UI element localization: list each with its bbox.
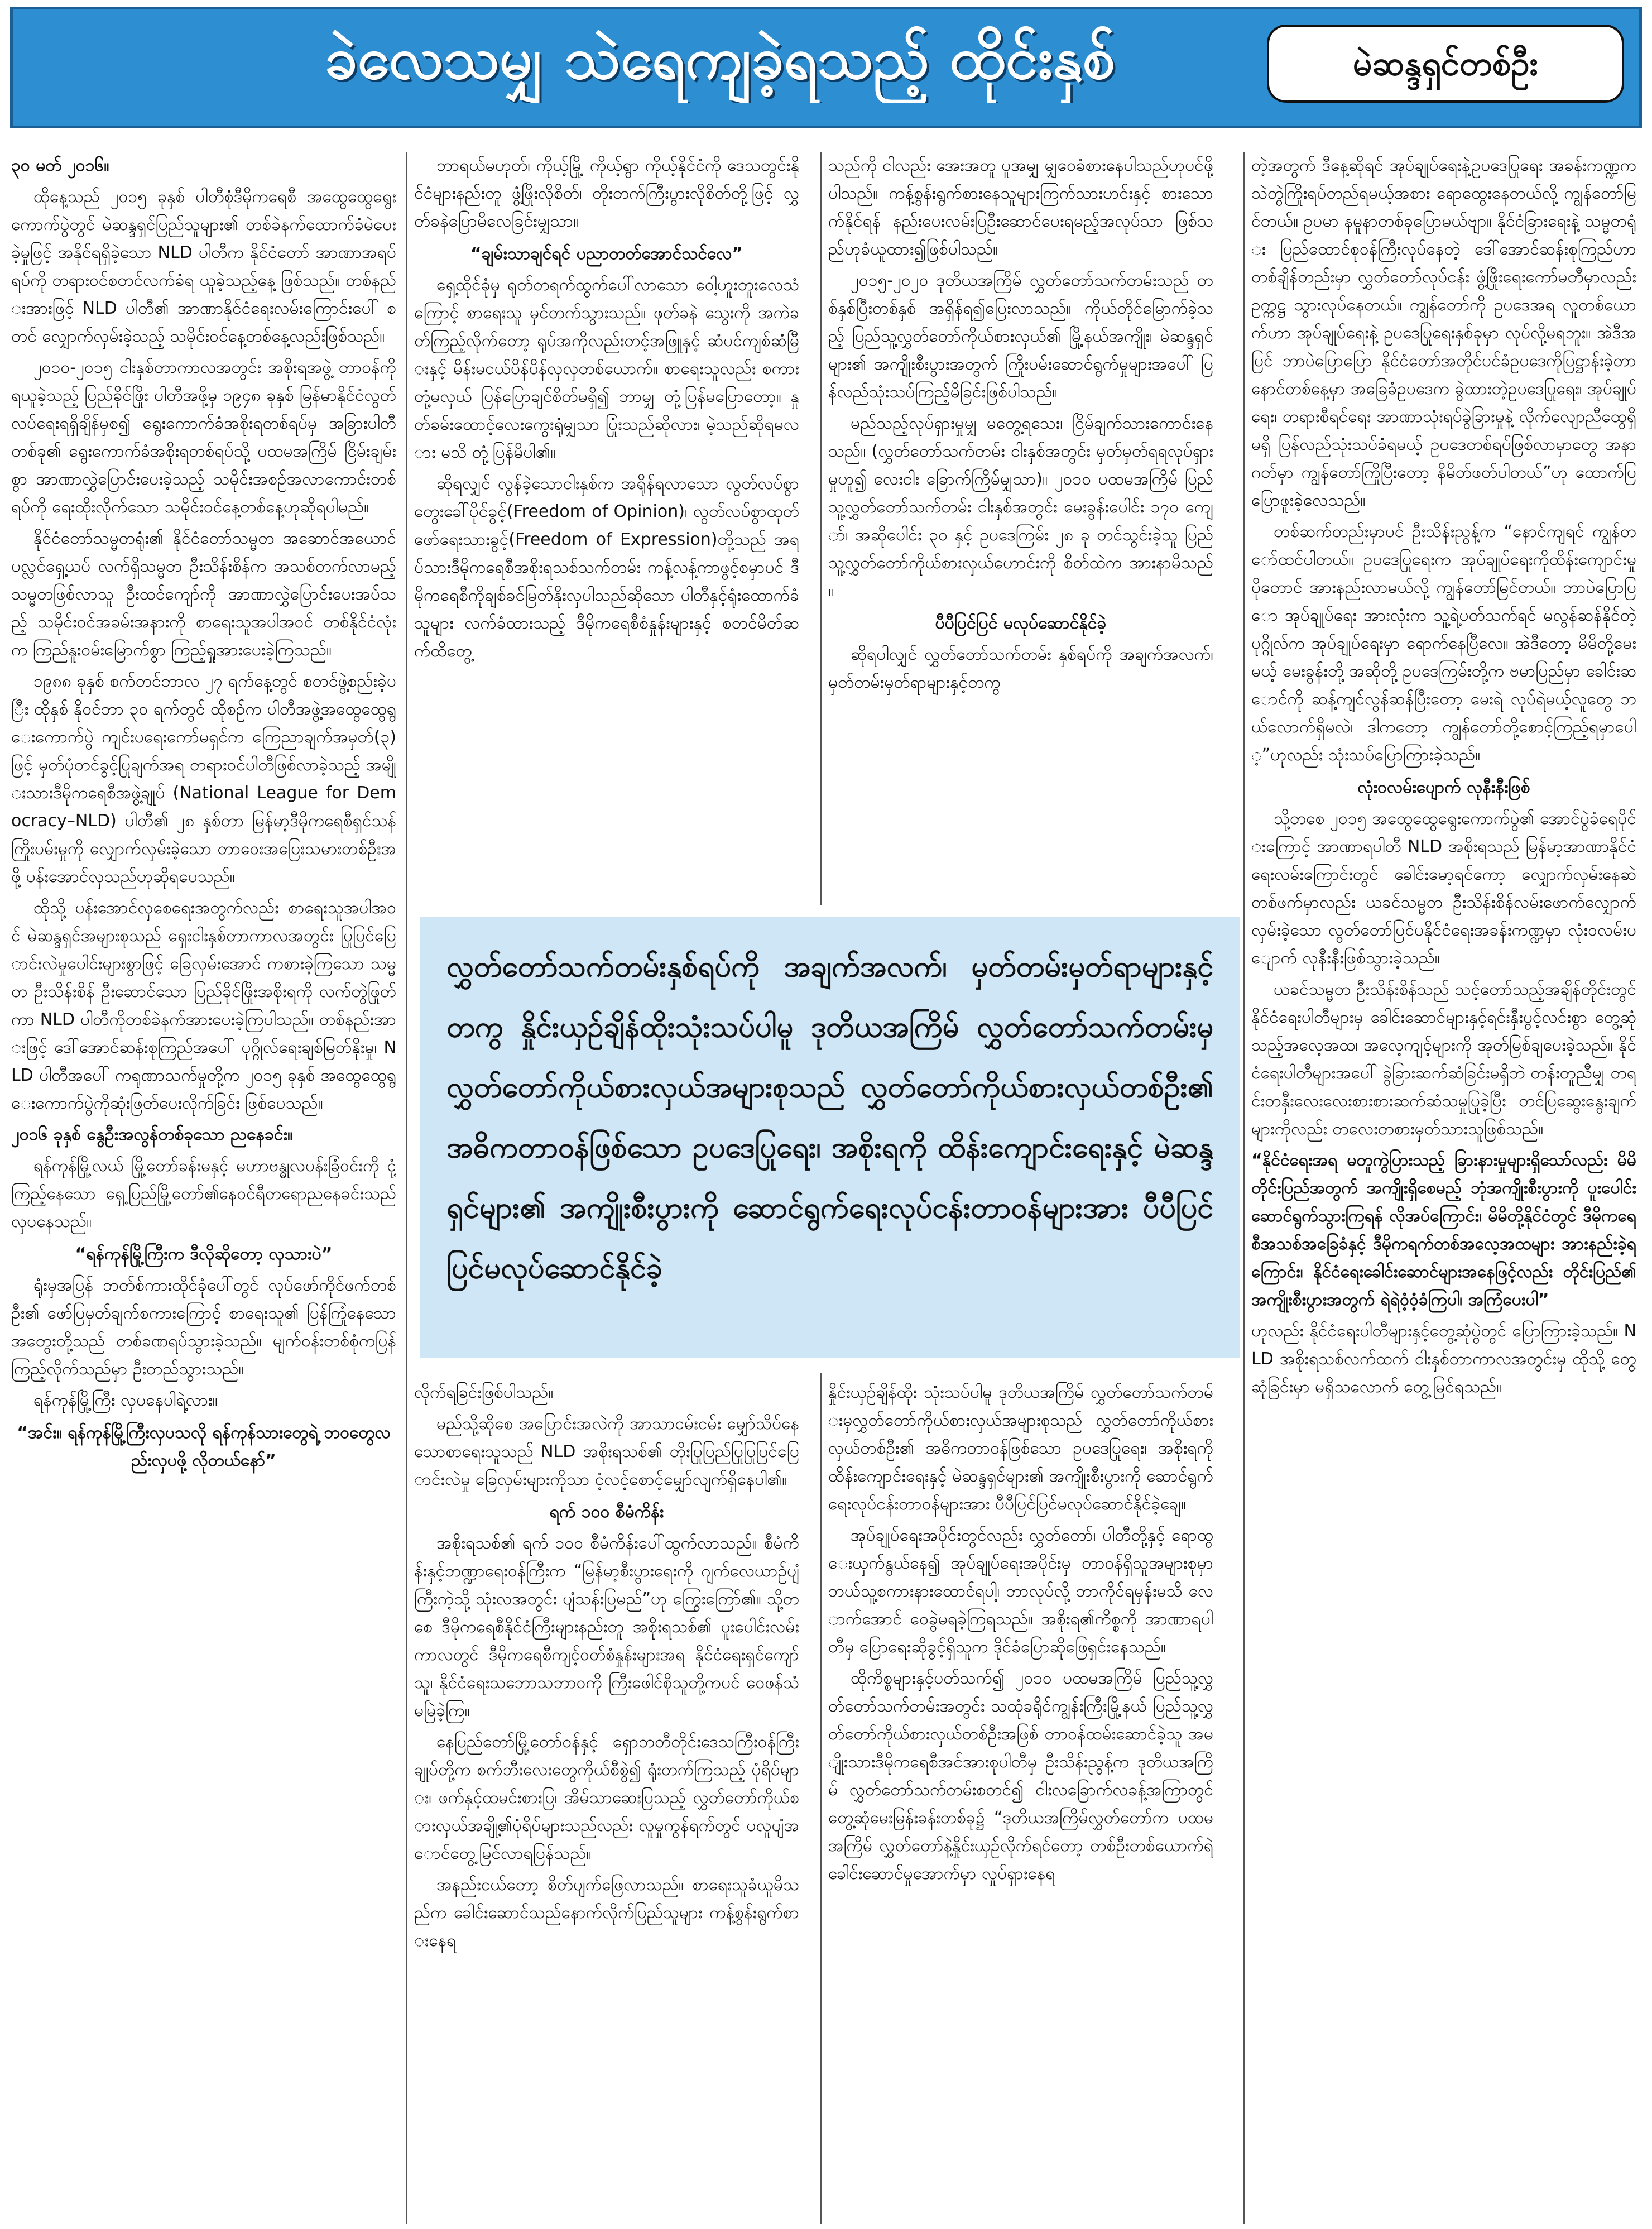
article-column-2-bottom [414, 1379, 799, 2224]
article-column-3-top [828, 152, 1213, 894]
paragraph: ၂၀၁၀-၂၀၁၅ ငါးနှစ်တာကာလအတွင်း အစိုးရအဖွဲ့ တာဝန်ကိုရယူခဲ့သည့် ပြည်ခိုင်ဖြိုး ပါတီအဖို့မှ ၁၉၄၈ ခုနှစ် မြန်မာနိုင်ငံလွတ်လပ်ရေးရရှိချိန်မှစ၍ ရွေးကောက်ခံအစိုးရတစ်ရပ်မှ အခြားပါတီတစ်ခု၏ ရွေးကောက်ခံအစိုးရတစ်ရပ်သို့ ပထမအကြိမ် ငြိမ်းချမ်းစွာ အာဏာလွှဲပြောင်းပေးခဲ့သည့် သမိုင်းအစဉ်အလာကောင်းတစ်ရပ်ကို ရေးထိုးလိုက်သော သမိုင်းဝင်နေ့တစ်နေ့ဟုဆိုရပါမည်။ [11, 358, 396, 517]
section-heading: ပီပီပြင်ပြင် မလုပ်ဆောင်နိုင်ခဲ့ [935, 613, 1107, 633]
column-divider [820, 1373, 822, 2224]
paragraph: ထိုနေ့သည် ၂၀၁၅ ခုနှစ် ပါတီစုံဒီမိုကရေစီ အထွေထွေရွေး ကောက်ပွဲတွင် မဲဆန္ဒရှင်ပြည်သူများ၏ တစ်ခဲနက်ထောက်ခံမဲပေး ခဲ့မှုဖြင့် အနိုင်ရရှိခဲ့သော NLD ပါတီက နိုင်ငံတော် အာဏာအရပ်ရပ်ကို တရားဝင်စတင်လက်ခံရ ယူခဲ့သည့်နေ့ ဖြစ်သည်။ တစ်နည်းအားဖြင့် NLD ပါတီ၏ အာဏာနိုင်ငံရေးလမ်းကြောင်းပေါ် စတင် လျှောက်လှမ်းခဲ့သည့် သမိုင်းဝင်နေ့တစ်နေ့လည်းဖြစ်သည်။ [11, 187, 396, 346]
paragraph: ၂၀၁၅-၂၀၂၀ ဒုတိယအကြိမ် လွှတ်တော်သက်တမ်းသည် တစ်နှစ်ပြီးတစ်နှစ် အရှိန်ရ၍ပြေးလာသည်။ ကိုယ်တိုင်မြောက်ခဲ့သည့် ပြည်သူ့လွှတ်တော်ကိုယ်စားလှယ်၏ မြို့နယ်အကျိုး၊ မဲဆန္ဒရှင်များ၏ အကျိုးစီးပွားအတွက် ကြိုးပမ်းဆောင်ရွက်မှုများအပေါ် ပြန်လည်သုံးသပ်ကြည့်မိခြင်းဖြစ်ပါသည်။ [828, 271, 1213, 402]
column-divider [406, 152, 407, 2224]
section-heading: “ချမ်းသာချင်ရင် ပညာတတ်အောင်သင်လေ” [470, 244, 743, 263]
paragraph: ၁၉၈၈ ခုနှစ် စက်တင်ဘာလ ၂၇ ရက်နေ့တွင် စတင်ဖွဲ့စည်းခဲ့ပြီး ထိုနှစ် နိုဝင်ဘာ ၃၀ ရက်တွင် ထိုစဉ်က ပါတီအဖွဲ့အထွေထွေရွေးကောက်ပွဲ ကျင်းပရေးကော်မရှင်က ကြေညာချက်အမှတ်(၃)ဖြင့် မှတ်ပုံတင်ခွင့်ပြုချက်အရ တရားဝင်ပါတီဖြစ်လာခဲ့သည့် အမျိုးသားဒီမိုကရေစီအဖွဲ့ချုပ် (National League for Democracy–NLD) ပါတီ၏ ၂၈ နှစ်တာ မြန်မာ့ဒီမိုကရေစီရှင်သန်ကြိုးပမ်းမှုကို လျှောက်လှမ်းခဲ့သော တာဝေးအပြေးသမားတစ်ဦးအဖို့ ပန်းအောင်လှသည်ဟုဆိုရပေသည်။ [11, 672, 396, 886]
pull-quote-text: လွှတ်တော်သက်တမ်းနှစ်ရပ်ကို အချက်အလက်၊ မှတ်တမ်းမှတ်ရာများနှင့် တကွ နှိုင်းယှဉ်ချိန်ထိုးသုံးသပ်ပါမူ ဒုတိယအကြိမ် လွှတ်တော်သက်တမ်းမှ လွှတ်တော်ကိုယ်စားလှယ်အများစုသည် လွှတ်တော်ကိုယ်စားလှယ်တစ်ဦး၏ အဓိကတာဝန်ဖြစ်သော ဥပဒေပြုရေး၊ အစိုးရကို ထိန်းကျောင်းရေးနှင့် မဲဆန္ဒရှင်များ၏ အကျိုးစီးပွားကို ဆောင်ရွက်ရေးလုပ်ငန်းတာဝန်များအား ပီပီပြင်ပြင်မလုပ်ဆောင်နိုင်ခဲ့ [446, 950, 1213, 1285]
byline-badge: မဲဆန္ဒရှင်တစ်ဦး [1267, 25, 1624, 103]
article-column-2-top [414, 152, 799, 894]
paragraph: နိုင်ငံတော်သမ္မတရုံး၏ နိုင်ငံတော်သမ္မတ အဆောင်အယောင်ပလ္လင်ရှေ့ယပ် လက်ရှိသမ္မတ ဦးသိန်းစိန်က အသစ်တက်လာမည့်သမ္မတဖြစ်လာသူ ဦးထင်ကျော်ကို အာဏာလွှဲပြောင်းပေးအပ်သည့် သမိုင်းဝင်အခမ်းအနားကို စာရေးသူအပါအဝင် တစ်နိုင်ငံလုံးက ကြည်နူးဝမ်းမြောက်စွာ ကြည့်ရှုအားပေးခဲ့ကြသည်။ [11, 529, 396, 660]
quote-heading: “ရန်ကုန်မြို့ကြီးက ဒီလိုဆိုတော့ လှသားပဲ” [75, 1244, 333, 1264]
paragraph: မည်သို့ဆိုစေ အပြောင်းအလဲကို အာသာငမ်းငမ်း မျှော်သိပ်နေသောစာရေးသူသည် NLD အစိုးရသစ်၏ တိုးပြုပြည်ပြုပြုပြင်ပြောင်းလဲမှု ခြေလှမ်းများကိုသာ ငံ့လင့်စောင့်မျှော်လျက်ရှိနေပါ၏။ [414, 1414, 799, 1489]
paragraph: အစိုးရသစ်၏ ရက် ၁၀၀ စီမံကိန်းပေါ်ထွက်လာသည်။ စီမံကိန်းနှင့်ဘဏ္ဍာရေးဝန်ကြီးက “မြန်မာ့စီးပွားရေးကို ဂျက်လေယာဉ်ပျံကြီးကဲ့သို့ သုံးလအတွင်း ပျံသန်းပြမည်”ဟု ကြွေးကြော်၏။ သို့တစေ ဒီမိုကရေစီနိုင်ငံကြီးများနည်းတူ အစိုးရသစ်၏ ပူးပေါင်းလမ်းကာလတွင် ဒီမိုကရေစီကျင့်ဝတ်စံနှုန်းများအရ နိုင်ငံရေးရှင်ကျော်သူ၊ နိုင်ငံရေးသဘောသဘာဝကို ကြီးဖေါင်စိုသူတို့ကပင် ဝေဖန်သံမမြဲခဲ့ကြ။ [414, 1533, 799, 1720]
paragraph: ဆိုရပါလျှင် လွှတ်တော်သက်တမ်း နှစ်ရပ်ကို အချက်အလက်၊ မှတ်တမ်းမှတ်ရာများနှင့်တကွ [828, 645, 1213, 692]
section-heading: လုံးဝလမ်းပျောက် လုနီးနီးဖြစ် [1357, 778, 1530, 797]
paragraph: သည်ကို ငါလည်း အေးအတူ ပူအမျှ မျှဝေခံစားနေပါသည်ဟုပင်ဖို့ပါသည်။ ကန့်စွန်းရွက်စားနေသူများကြက်သားဟင်းနှင့် စားသောက်နိုင်ရန် နည်းပေးလမ်းပြဦးဆောင်ပေးရမည့်အလုပ်သာ ဖြစ်သည်ဟုခံယူထား၍ဖြစ်ပါသည်။ [828, 156, 1213, 259]
paragraph: ရန်ကုန်မြို့ကြီး လှပနေပါရဲ့လား။ [33, 1391, 218, 1410]
column-divider [820, 152, 822, 905]
article-column-4 [1251, 152, 1636, 2224]
paragraph: တစ်ဆက်တည်းမှာပင် ဦးသိန်းညွန့်က “နောင်ကျရင် ကျွန်တော်ထင်ပါတယ်။ ဥပဒေပြုရေးက အုပ်ချုပ်ရေးကိုထိန်းကျောင်းမှုပိုတောင် အားနည်းလာမယ်လို့ ကျွန်တော်မြင်တယ်။ ဘာပဲပြောပြော အုပ်ချုပ်ရေး အားလုံးက သူ့ရဲ့ပတ်သက်ရင် မလွန်ဆန်နိုင်တဲ့ပုဂ္ဂိုလ်က အုပ်ချုပ်ရေးမှာ ရောက်နေပြီလေ။ အဲဒီတော့ မိမိတို့မေးမယ့် မေးခွန်းတို့ အဆိုတို့ ဥပဒေကြမ်းတို့က ဗမာပြည်မှာ ခေါင်းဆောင်ကို ဆန့်ကျင်လွန်ဆန်ပြီးတော့ မေးရဲ လုပ်ရဲမယ့်လူတွေ ဘယ်လောက်ရှိမလဲ၊ ဒါကတော့ ကျွန်တော်တို့စောင့်ကြည့်ရမှာပေါ့”ဟုလည်း သုံးသပ်ပြောကြားခဲ့သည်။ [1251, 522, 1636, 765]
paragraph: ဟုလည်း နိုင်ငံရေးပါတီများနှင့်တွေ့ဆုံပွဲတွင် ပြောကြားခဲ့သည်။ NLD အစိုးရသစ်လက်ထက် ငါးနှစ်တာကာလအတွင်းမှ ထိုသို့ တွေ့ဆုံခြင်းမှာ မရှိသလောက် တွေ့မြင်ရသည်။ [1251, 1321, 1636, 1397]
paragraph: ဘာရယ်မဟုတ်၊ ကိုယ့်မြို့ ကိုယ့်ရွာ ကိုယ့်နိုင်ငံကို ဒေသတွင်းနိုင်ငံများနည်းတူ ဖွံ့ဖြိုးလိုစိတ်၊ တိုးတက်ကြီးပွားလိုစိတ်တို့ဖြင့် လွှတ်ခနဲပြောမိလေခြင်းမျှသာ။ [414, 156, 799, 231]
paragraph: လိုက်ရခြင်းဖြစ်ပါသည်။ [414, 1383, 554, 1402]
pull-quote-box [420, 917, 1240, 1358]
article-column-1 [11, 152, 396, 2224]
column-divider [1243, 152, 1245, 2224]
quote-heading: “အင်း။ ရန်ကုန်မြို့ကြီးလှပသလို ရန်ကုန်သားတွေရဲ့ ဘဝတွေလည်းလှပဖို့ လိုတယ်နော်” [17, 1423, 391, 1470]
section-heading: ၂၀၁၆ ခုနှစ် နွေဦးအလွန်တစ်ခုသော ညနေခင်း။ [11, 1125, 293, 1144]
paragraph: နှိုင်းယှဉ်ချိန်ထိုး သုံးသပ်ပါမူ ဒုတိယအကြိမ် လွှတ်တော်သက်တမ်းမှလွှတ်တော်ကိုယ်စားလှယ်အများစုသည် လွှတ်တော်ကိုယ်စားလှယ်တစ်ဦး၏ အဓိကတာဝန်ဖြစ်သော ဥပဒေပြုရေး၊ အစိုးရကို ထိန်းကျောင်းရေးနှင့် မဲဆန္ဒရှင်များ၏ အကျိုးစီးပွားကို ဆောင်ရွက်ရေးလုပ်ငန်းတာဝန်များအား ပီပီပြင်ပြင်မလုပ်ဆောင်နိုင်ခဲ့ချေ။ [828, 1383, 1213, 1514]
dateline: ၃၀ မတ် ၂၀၁၆။ [11, 156, 109, 175]
paragraph: ရှေ့ထိုင်ခုံမှ ရုတ်တရက်ထွက်ပေါ်လာသော ဝေါ့ဟူးတူးလေသံကြောင့် စာရေးသူ မှင်တက်သွားသည်။ ဖုတ်ခနဲ သွေးကို အကဲခတ်ကြည့်လိုက်တော့ ရုပ်အကိုလည်းတင့်အဖြူနှင့် ဆံပင်ကျစ်ဆံမြီးနှင့် မိန်းမငယ်ပိန်ပိန်လှလှတစ်ယောက်။ စာရေးသူလည်း စကားတုံ့မလှယ် ပြန်ပြောချင်စိတ်မရှိ၍ ဘာမျှ တုံ့ပြန်မပြောတော့။ နှုတ်ခမ်းထောင့်လေးကွေးရုံမျှသာ ပြုံးသည်ဆိုလား၊ မဲ့သည်ဆိုရမလား မသိ တုံ့ပြန်မိပါ၏။ [414, 275, 799, 462]
paragraph: ရန်ကုန်မြို့လယ် မြို့တော်ခန်းမနှင့် မဟာဗန္ဓုလပန်းခြံဝင်းကို ငုံ့ကြည့်နေသော ရှေ့ပြည်မြို့တော်၏နေဝင်ရီတရောညနေခင်းသည် လှပနေသည်။ [11, 1156, 396, 1231]
paragraph: ယခင်သမ္မတ ဦးသိန်းစိန်သည် သင့်တော်သည့်အချိန်တိုင်းတွင် နိုင်ငံရေးပါတီများမှ ခေါင်းဆောင်များနှင့်ရင်းနှီးပွင့်လင်းစွာ တွေ့ဆုံသည့်အလေ့အထ၊ အလေ့ကျင့်များကို အုတ်မြစ်ချပေးခဲ့သည်။ နိုင်ငံရေးပါတီများအပေါ် ခွဲခြားဆက်ဆံခြင်းမရှိဘဲ တန်းတူညီမျှ တရင်းတနှီးလေးလေးစားစားဆက်ဆံသမှုပြုခဲ့ပြီး တင်ပြဆွေးနွေးချက်များကိုလည်း တလေးတစားမှတ်သားသူဖြစ်သည်။ [1251, 980, 1636, 1139]
paragraph: အုပ်ချုပ်ရေးအပိုင်းတွင်လည်း လွှတ်တော်၊ ပါတီတို့နှင့် ရောထွေးယှက်နွယ်နေ၍ အုပ်ချုပ်ရေးအပိုင်းမှ တာဝန်ရှိသူအများစုမှာ ဘယ်သူ့စကားနားထောင်ရပါ့၊ ဘာလုပ်လို့ ဘာကိုင်ရမှန်းမသိ လောက်အောင် ဝေခွဲမရခဲ့ကြရသည်။ အစိုးရ၏ကိစ္စကို အာဏာရပါတီမှ ပြောရေးဆိုခွင့်ရှိသူက ဒိုင်ခံပြောဆိုဖြေရှင်းနေသည်။ [828, 1526, 1213, 1657]
paragraph: ရုံးမှအပြန် ဘတ်စ်ကားထိုင်ခုံပေါ်တွင် လုပ်ဖော်ကိုင်ဖက်တစ်ဦး၏ ဖော်ပြမှတ်ချက်စကားကြောင့် စာရေးသူ၏ ပြန်ကြုံနေသောအတွေးတို့သည် တစ်ခဏရပ်သွားခဲ့သည်။ မျက်ဝန်းတစ်စုံကပြန်ကြည့်လိုက်သည်မှာ ဦးတည်သွားသည်။ [11, 1276, 396, 1379]
paragraph: ဆိုရလျှင် လွန်ခဲ့သောငါးနှစ်က အရိုန်ရလာသော လွတ်လပ်စွာတွေးခေါ်ပိုင်ခွင့်(Freedom of Opinion)၊ လွတ်လပ်စွာထုတ်ဖော်ရေးသားခွင့်(Freedom of Expression)တို့သည် အရပ်သားဒီမိုကရေစီအစိုးရသစ်သက်တမ်း ကန့်လန့်ကာဖွင့်စမှာပင် ဒီမိုကရေစီကိုချစ်ခင်မြတ်နိုးလှပါသည်ဆိုသော ပါတီနှင့်ရုံးထောက်ခံသူများ လက်ခံထားသည့် ဒီမိုကရေစီစံနှုန်းများနှင့် စတင်မိတ်ဆက်ထိတွေ့ [414, 474, 799, 661]
paragraph: သို့တစေ ၂၀၁၅ အထွေထွေရွေးကောက်ပွဲ၏ အောင်ပွဲခံရေပိုင်းကြောင့် အာဏာရပါတီ NLD အစိုးရသည် မြန်မာ့အာဏာနိုင်ငံရေးလမ်းကြောင်းတွင် ခေါင်းမော့ရင်ကော့ လျှောက်လှမ်းနေဆဲ တစ်ဖက်မှာလည်း ယခင်သမ္မတ ဦးသိန်းစိန်လမ်းဖောက်လျှောက်လှမ်းခဲ့သော လွတ်တော်ပြင်ပနိုင်ငံရေးအခန်းကဏ္ဍမှာ လုံးဝလမ်းပျောက် လုနီးနီးဖြစ်သွားခဲ့သည်။ [1251, 809, 1636, 968]
paragraph: အနည်းငယ်တော့ စိတ်ပျက်ဖြေလာသည်။ စာရေးသူခံယူမိသည်က ခေါင်းဆောင်သည်နောက်လိုက်ပြည်သူများ ကန့်စွန်းရွက်စားနေရ [414, 1875, 799, 1950]
section-heading: ရက် ၁၀၀ စီမံကိန်း [549, 1502, 664, 1522]
paragraph: ထိုသို့ ပန်းအောင်လှစေရေးအတွက်လည်း စာရေးသူအပါအဝင် မဲဆန္ဒရှင်အများစုသည် ရှေးငါးနှစ်တာကာလအတွင်း ပြုပြင်ပြောင်းလဲမှုပေါင်းများစွာဖြင့် ခြေလှမ်းအောင် ကစားခဲ့ကြသော သမ္မတ ဦးသိန်းစိန် ဦးဆောင်သော ပြည်ခိုင်ဖြိုးအစိုးရကို လက်တွဲဖြုတ်ကာ NLD ပါတီကိုတစ်ခဲနက်အားပေးခဲ့ကြပါသည်။ တစ်နည်းအားဖြင့် ဒေါ်အောင်ဆန်းစုကြည်အပေါ် ပုဂ္ဂိုလ်ရေးချစ်မြတ်နိုးမှု၊ NLD ပါတီအပေါ် ကရုဏာသက်မှုတို့က ၂၀၁၅ ခုနှစ် အထွေထွေရွေးကောက်ပွဲကိုဆုံးဖြတ်ပေးလိုက်ခြင်း ဖြစ်ပေသည်။ [11, 898, 396, 1113]
article-column-3-bottom [828, 1379, 1213, 2224]
paragraph: မည်သည့်လုပ်ရှားမှုမျှ မတွေ့ရသေး၊ ငြိမ်ချက်သားကောင်းနေသည်။ (လွှတ်တော်သက်တမ်း ငါးနှစ်အတွင်း မှတ်မှတ်ရရလုပ်ရှားမှုဟူ၍ လေးငါး ခြောက်ကြိမ်မျှသာ)။ ၂၀၁၀ ပထမအကြိမ် ပြည်သူ့လွှတ်တော်သက်တမ်း ငါးနှစ်အတွင်း မေးခွန်းပေါင်း ၁၇၀ ကျော်၊ အဆိုပေါင်း ၃၀ နှင့် ဥပဒေကြမ်း ၂၈ ခု တင်သွင်းခဲ့သူ ပြည်သူ့လွှတ်တော်ကိုယ်စားလှယ်ဟောင်းကို စိတ်ထဲက အားနာမိသည်။ [828, 414, 1213, 601]
paragraph: တဲ့အတွက် ဒီနေ့ဆိုရင် အုပ်ချုပ်ရေးနဲ့ဥပဒေပြုရေး အခန်းကဏ္ဍက သဲတွဲကြိုးရပ်တည်ရမယ့်အစား ရောထွေးနေတယ်လို့ ကျွန်တော်မြင်တယ်။ ဥပမာ နမူနာတစ်ခုပြောမယ်ဗျာ။ နိုင်ငံခြားရေးနဲ့ သမ္မတရုံး ပြည်ထောင်စုဝန်ကြီးလုပ်နေတဲ့ ဒေါ်အောင်ဆန်းစုကြည်ဟာ တစ်ချိန်တည်းမှာ လွှတ်တော်လုပ်ငန်း ဖွံ့ဖြိုးရေးကော်မတီမှာလည်း ဥက္ကဋ္ဌ သွားလုပ်နေတယ်။ ကျွန်တော်ကို ဥပဒေအရ လူတစ်ယောက်ဟာ အုပ်ချုပ်ရေးနဲ့ ဥပဒေပြုရေးနှစ်ခုမှာ လုပ်လို့မရဘူး။ အဲဒီအပြင် ဘာပဲပြောပြော နိုင်ငံတော်အတိုင်ပင်ခံဥပဒေကိုပြဋ္ဌာန်းခဲ့တာ နောင်တစ်နေ့မှာ အခြေခံဥပဒေက ခွဲထားတဲ့ဥပဒေပြုရေး၊ အုပ်ချုပ်ရေး၊ တရားစီရင်ရေး အာဏာသုံးရပ်ခွဲခြားမှုနဲ့ လိုက်လျောညီထွေရှိ မရှိ ပြန်လည်သုံးသပ်ခံရမယ့် ဥပဒေတစ်ရပ်ဖြစ်လာမှာတွေ အနာဂတ်မှာ ကျွန်တော်ကြိုပြီးတော့ နိမိတ်ဖတ်ပါတယ်”ဟု ထောက်ပြပြောဖူးခဲ့လေသည်။ [1251, 156, 1636, 510]
paragraph: နေပြည်တော်မြို့တော်ဝန်နှင့် ရှောဘတီတိုင်းဒေသကြီးဝန်ကြီးချုပ်တို့က စက်ဘီးလေးတွေကိုယ်စီစွဲ၍ ရုံးတက်ကြသည့် ပုံရိပ်များ၊ ဖက်နှင့်ထမင်းစားပြ၊ အိမ်သာဆေးပြသည့် လွှတ်တော်ကိုယ်စားလှယ်အချို့၏ပုံရိပ်များသည်လည်း လူမှုကွန်ရက်တွင် ပလူပျံအောင်တွေ့မြင်လာရပြန်သည်။ [414, 1732, 799, 1863]
paragraph: ထိုကိစ္စများနှင့်ပတ်သက်၍ ၂၀၁၀ ပထမအကြိမ် ပြည်သူ့လွှတ်တော်သက်တမ်းအတွင်း သထုံခရိုင်ကျွန်းကြီးမြို့နယ် ပြည်သူ့လွှတ်တော်ကိုယ်စားလှယ်တစ်ဦးအဖြစ် တာဝန်ထမ်းဆောင်ခဲ့သူ အမျိုးသားဒီမိုကရေစီအင်အားစုပါတီမှ ဦးသိန်းညွန့်က ဒုတိယအကြိမ် လွှတ်တော်သက်တမ်းစတင်၍ ငါးလခြောက်လခန့်အကြာတွင် တွေ့ဆုံမေးမြန်းခန်းတစ်ခု၌ “ဒုတိယအကြိမ်လွှတ်တော်က ပထမအကြိမ် လွှတ်တော်နဲ့နှိုင်းယှဉ်လိုက်ရင်တော့ တစ်ဦးတစ်ယောက်ရဲ့ခေါင်းဆောင်မှုအောက်မှာ လှုပ်ရှားနေရ [828, 1669, 1213, 1883]
headline: ခဲလေသမျှ သဲရေကျခဲ့ရသည့် ထိုင်းနှစ် [324, 24, 1116, 92]
quote-paragraph: “နိုင်ငံရေးအရ မတူကွဲပြားသည့် ခြားနားမှုများရှိသော်လည်း မိမိတိုင်းပြည်အတွက် အကျိုးရှိစေမည့် ဘုံအကျိုးစီးပွားကို ပူးပေါင်းဆောင်ရွက်သွားကြရန် လိုအပ်ကြောင်း၊ မိမိတို့နိုင်ငံတွင် ဒီမိုကရေစီအသစ်အခြေခံနှင့် ဒီမိုကရက်တစ်အလေ့အထများ အားနည်းခဲ့ရကြောင်း၊ နိုင်ငံရေးခေါင်းဆောင်များအနေဖြင့်လည်း တိုင်းပြည်၏အကျိုးစီးပွားအတွက် ရဲရဲဝံ့ဝံ့ခံကြပါ၊ အကြံပေးပါ” [1251, 1151, 1636, 1310]
